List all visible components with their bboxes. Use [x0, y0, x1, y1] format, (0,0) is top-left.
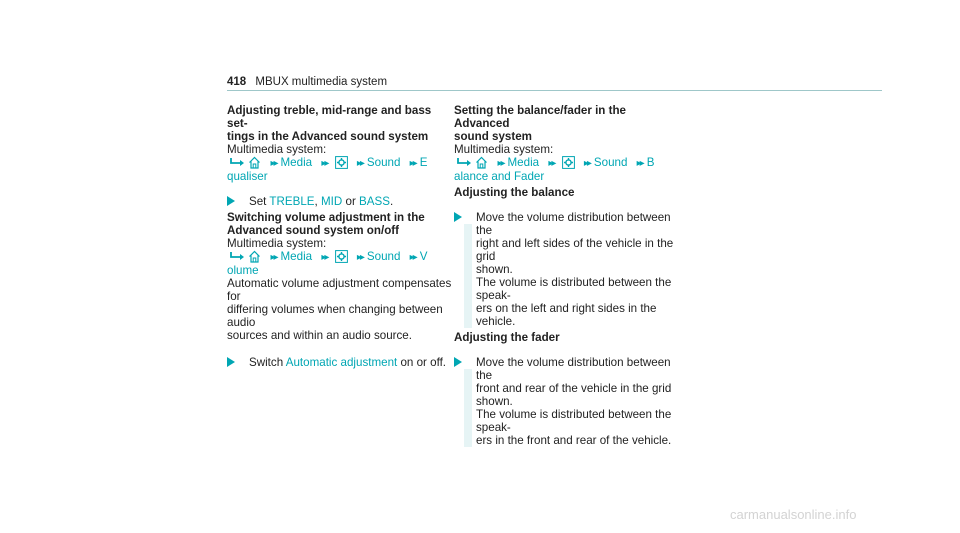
chevron-right-icon: ▸▸ — [497, 158, 504, 169]
left-column — [227, 104, 452, 369]
step-arrow-icon — [227, 196, 235, 206]
sound-link[interactable]: Sound — [366, 250, 401, 263]
chevron-right-icon: ▸▸ — [583, 158, 590, 169]
volume-link-end[interactable]: olume — [227, 264, 259, 277]
step-bar — [464, 369, 472, 447]
volume-description: Automatic volume adjustment compensates for differing volumes when changing between audio sources and within an audio source. — [227, 277, 452, 342]
volume-intro: Multimedia system: — [227, 237, 327, 250]
treble-step: Set TREBLE, MID or BASS. — [227, 195, 452, 208]
fader-step: Move the volume distribution between the front and rear of the vehicle in the grid shown. The volume is distributed between the speak- ers in the front and rear of the vehicle. — [454, 356, 679, 447]
automatic-adjustment-option[interactable]: Automatic adjustment — [285, 356, 398, 369]
sound-link[interactable]: Sound — [366, 156, 401, 169]
media-link[interactable]: Media — [507, 156, 540, 169]
treble-intro: Multimedia system: — [227, 143, 327, 156]
watermark: carmanualsonline.info — [730, 507, 857, 522]
step-arrow-icon — [227, 357, 235, 367]
settings-gear-icon[interactable] — [335, 250, 348, 263]
balance-heading: Adjusting the balance — [454, 186, 575, 199]
equaliser-link-start[interactable]: E — [419, 156, 428, 169]
page-number: 418 — [227, 76, 247, 88]
treble-nav-path — [227, 156, 452, 170]
step-bar — [464, 224, 472, 328]
treble-heading: Adjusting treble, mid-range and bass set- tings in the Advanced sound system — [227, 104, 432, 143]
balance-fader-heading: Setting the balance/fader in the Advanced sound system — [454, 104, 627, 143]
chevron-right-icon: ▸▸ — [270, 252, 277, 263]
header-rule — [227, 90, 882, 91]
volume-link-start[interactable]: V — [419, 250, 428, 263]
chevron-right-icon: ▸▸ — [321, 252, 328, 263]
return-arrow-icon — [229, 251, 245, 263]
balance-nav-path — [454, 156, 679, 170]
bass-option[interactable]: BASS — [359, 195, 390, 208]
page-header — [227, 76, 387, 89]
equaliser-link-end[interactable]: qualiser — [227, 170, 268, 183]
chevron-right-icon: ▸▸ — [409, 158, 416, 169]
media-link[interactable]: Media — [280, 156, 313, 169]
step-arrow-icon — [454, 212, 462, 222]
chevron-right-icon: ▸▸ — [356, 252, 363, 263]
home-icon[interactable] — [248, 156, 261, 169]
balance-fader-link-start[interactable]: B — [646, 156, 655, 169]
page-header-title: MBUX multimedia system — [255, 76, 388, 88]
right-column — [454, 104, 679, 447]
settings-gear-icon[interactable] — [335, 156, 348, 169]
chevron-right-icon: ▸▸ — [270, 158, 277, 169]
chevron-right-icon: ▸▸ — [548, 158, 555, 169]
return-arrow-icon — [456, 157, 472, 169]
mid-option[interactable]: MID — [321, 195, 343, 208]
treble-option[interactable]: TREBLE — [269, 195, 315, 208]
volume-step: Switch Automatic adjustment on or off. — [227, 356, 452, 369]
home-icon[interactable] — [475, 156, 488, 169]
settings-gear-icon[interactable] — [562, 156, 575, 169]
chevron-right-icon: ▸▸ — [321, 158, 328, 169]
volume-nav-path — [227, 250, 452, 264]
return-arrow-icon — [229, 157, 245, 169]
chevron-right-icon: ▸▸ — [636, 158, 643, 169]
volume-heading: Switching volume adjustment in the Advanced sound system on/off — [227, 211, 425, 237]
media-link[interactable]: Media — [280, 250, 313, 263]
step-arrow-icon — [454, 357, 462, 367]
balance-step: Move the volume distribution between the right and left sides of the vehicle in the grid shown. The volume is distributed between the speak- ers on the left and right sides in the vehicle. — [454, 211, 679, 328]
balance-fader-link-end[interactable]: alance and Fader — [454, 170, 545, 183]
balance-fader-intro: Multimedia system: — [454, 143, 554, 156]
chevron-right-icon: ▸▸ — [409, 252, 416, 263]
sound-link[interactable]: Sound — [593, 156, 628, 169]
chevron-right-icon: ▸▸ — [356, 158, 363, 169]
home-icon[interactable] — [248, 250, 261, 263]
fader-heading: Adjusting the fader — [454, 331, 560, 344]
